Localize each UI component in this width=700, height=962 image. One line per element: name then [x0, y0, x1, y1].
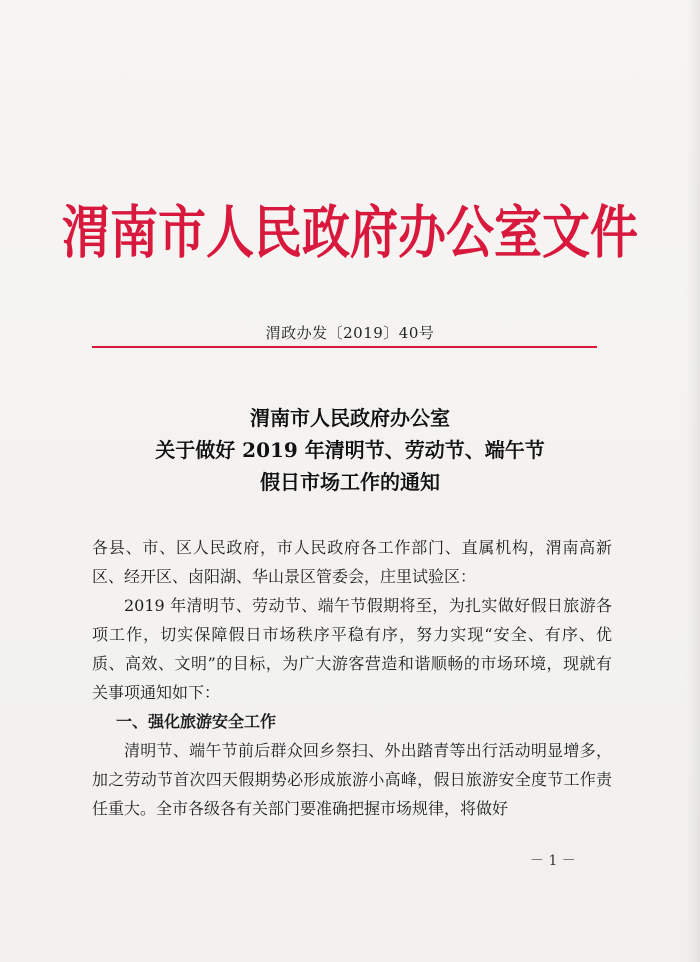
page-number: － 1 － [530, 853, 576, 869]
red-divider-line [92, 346, 597, 348]
notice-title-line-2: 关于做好 2019 年清明节、劳动节、端午节 [155, 438, 545, 462]
notice-title-line-3: 假日市场工作的通知 [260, 470, 440, 494]
document-number: 渭政办发〔2019〕40号 [265, 324, 435, 342]
intro-paragraph: 2019 年清明节、劳动节、端午节假期将至，为扎实做好假日旅游各项工作，切实保障假日市场秩序平稳有序，努力实现“安全、有序、优质、高效、文明”的目标，为广大游客营造和谐顺畅的市场环境，现就有关事项通知如下： [92, 596, 612, 702]
red-header-title: 渭南市人民政府办公室文件 [61, 200, 638, 267]
notice-title [0, 402, 700, 498]
document-body [92, 533, 612, 823]
section-heading: 一、强化旅游安全工作 [116, 712, 277, 731]
addressees: 各县、市、区人民政府，市人民政府各工作部门、直属机构，渭南高新区、经开区、卤阳湖、华山景区管委会，庄里试验区： [92, 538, 612, 586]
section-paragraph: 清明节、端午节前后群众回乡祭扫、外出踏青等出行活动明显增多，加之劳动节首次四天假期势必形成旅游小高峰，假日旅游安全度节工作责任重大。全市各级各有关部门要准确把握市场规律，将做好 [92, 741, 612, 818]
notice-title-line-1: 渭南市人民政府办公室 [250, 406, 450, 430]
